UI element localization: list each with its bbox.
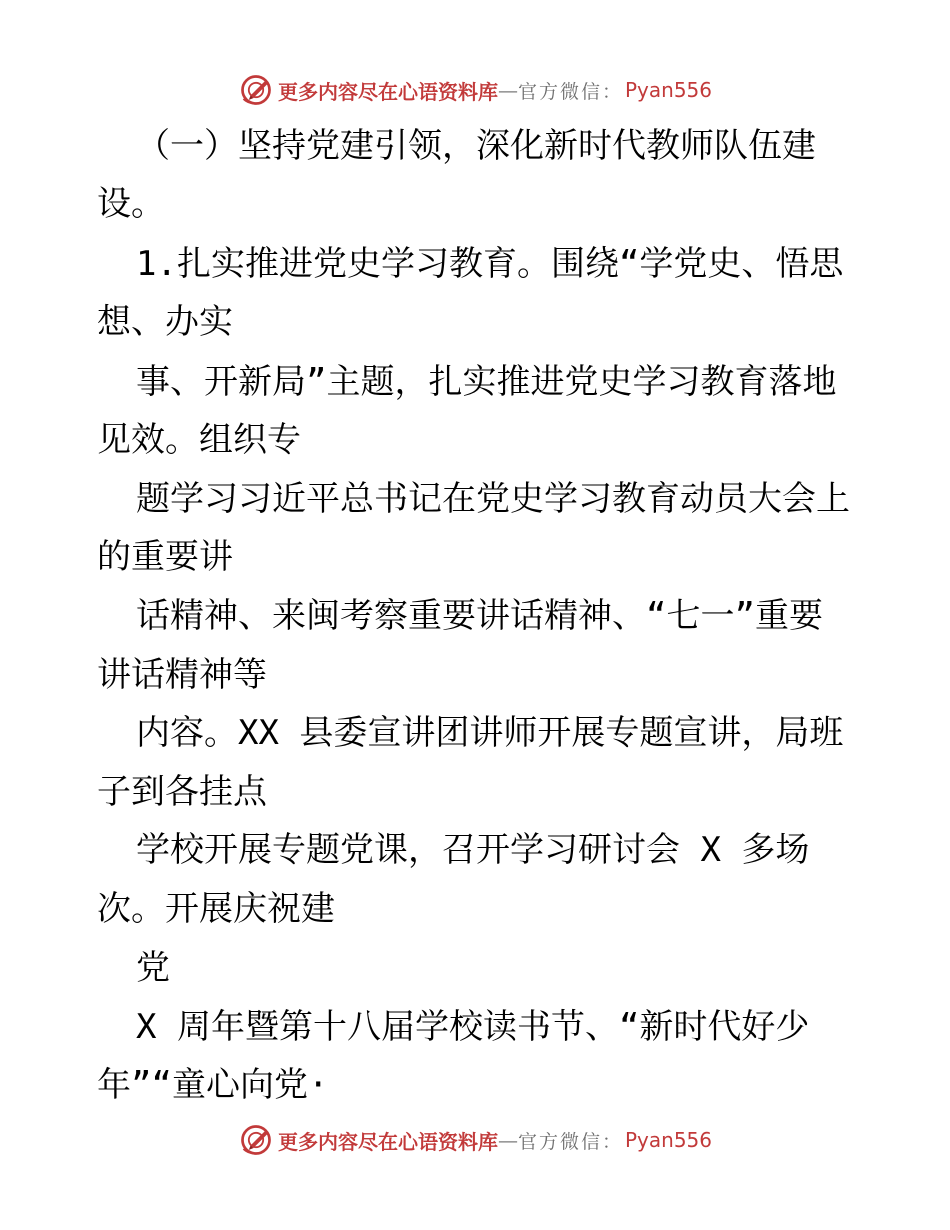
text-line: 事、开新局”主题，扎实推进党史学习教育落地 [136, 362, 837, 402]
watermark-title: 更多内容尽在心语资料库 [277, 1129, 498, 1154]
text-line: 学校开展专题党课，召开学习研讨会 X 多场 [136, 830, 810, 870]
text-line: 党 [136, 948, 170, 988]
header-watermark [0, 68, 950, 112]
text-line: 1.扎实推进党史学习教育。围绕“学党史、悟思 [136, 244, 844, 284]
text-line: （一）坚持党建引领，深化新时代教师队伍建 [136, 126, 816, 166]
footer-watermark [0, 1118, 950, 1162]
text-line: 的重要讲 [97, 537, 233, 577]
text-line: 想、办实 [97, 302, 233, 342]
watermark-subtitle: 官方微信： [517, 1130, 623, 1153]
watermark-dash: — [497, 1128, 518, 1152]
watermark-subtitle: 官方微信： [517, 80, 623, 103]
watermark-dash: — [497, 78, 518, 102]
watermark-title: 更多内容尽在心语资料库 [277, 79, 498, 104]
text-line: 题学习习近平总书记在党史学习教育动员大会上 [136, 479, 850, 519]
logo-icon [238, 1122, 274, 1158]
text-line: X 周年暨第十八届学校读书节、“新时代好少 [136, 1007, 810, 1047]
logo-icon [238, 72, 274, 108]
text-line: 设。 [97, 184, 165, 224]
text-line: 见效。组织专 [97, 420, 301, 460]
text-line: 次。开展庆祝建 [97, 889, 335, 929]
watermark-wechat-id: Pyan556 [625, 78, 713, 102]
text-line: 内容。XX 县委宣讲团讲师开展专题宣讲，局班 [136, 713, 844, 753]
watermark-wechat-id: Pyan556 [625, 1128, 713, 1152]
text-line: 讲话精神等 [97, 655, 267, 695]
text-line: 年”“童心向党· [97, 1065, 329, 1105]
text-line: 话精神、来闽考察重要讲话精神、“七一”重要 [136, 596, 823, 636]
text-line: 子到各挂点 [97, 772, 267, 812]
